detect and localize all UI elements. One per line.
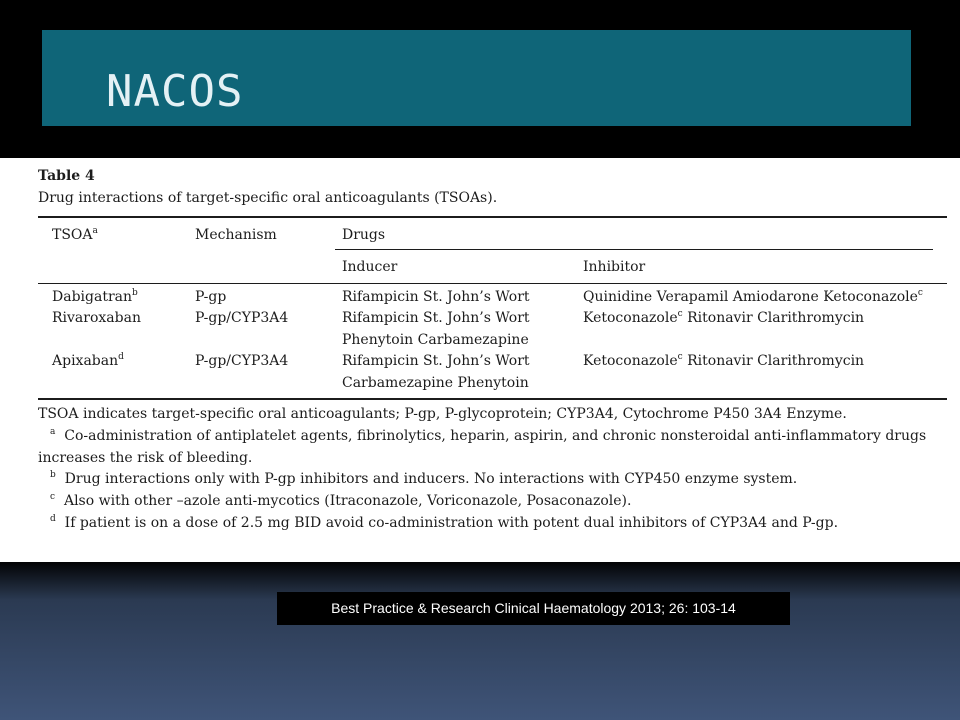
row-apixaban-tsoa: Apixaban$^d$ — [52, 352, 124, 369]
header-drugs: Drugs — [342, 227, 386, 243]
footnote-a-continued: increases the risk of bleeding. — [38, 450, 253, 466]
header-inducer: Inducer — [342, 259, 398, 275]
citation-box: Best Practice & Research Clinical Haematology 2013; 26: 103-14 — [277, 592, 790, 625]
row-rivaroxaban-inhibitor: Ketoconazole$^c$ Ritonavir Clarithromycin — [583, 309, 865, 326]
row-rivaroxaban-mechanism: P-gp/CYP3A4 — [195, 310, 289, 326]
row-dabigatran-tsoa: Dabigatran$^b$ — [52, 288, 138, 305]
footnote-b: $^b$ Drug interactions only with P-gp inhibitors and inducers. No interactions with CYP450 enzyme system. — [50, 470, 798, 487]
row-apixaban-inducer-2: Carbamezapine Phenytoin — [342, 375, 529, 391]
table-image-panel — [0, 158, 960, 562]
footnote-a: $^a$ Co-administration of antiplatelet agents, fibrinolytics, heparin, aspirin, and chronic nonsteroidal anti-inflammatory drugs — [50, 427, 927, 444]
footnote-c: $^c$ Also with other –azole anti-mycotics (Itraconazole, Voriconazole, Posaconazole). — [50, 492, 632, 509]
table-bottom-rule — [38, 398, 947, 400]
row-dabigatran-inhibitor: Quinidine Verapamil Amiodarone Ketoconazole$^c$ — [583, 288, 923, 305]
row-apixaban-inhibitor: Ketoconazole$^c$ Ritonavir Clarithromycin — [583, 352, 865, 369]
row-rivaroxaban-tsoa: Rivaroxaban — [52, 310, 141, 326]
row-rivaroxaban-inducer-1: Rifampicin St. John’s Wort — [342, 310, 530, 326]
drugs-subrule — [335, 249, 933, 250]
header-bottom-rule — [38, 283, 947, 284]
header-tsoa: TSOA$^a$ — [52, 226, 98, 243]
footnote-d: $^d$ If patient is on a dose of 2.5 mg BID avoid co-administration with potent dual inhibitors of CYP3A4 and P-gp. — [50, 514, 839, 531]
footnote-intro: TSOA indicates target-specific oral anticoagulants; P-gp, P-glycoprotein; CYP3A4, Cytochrome P450 3A4 Enzyme. — [38, 406, 847, 422]
header-mechanism: Mechanism — [195, 227, 277, 243]
row-dabigatran-inducer: Rifampicin St. John’s Wort — [342, 289, 530, 305]
row-rivaroxaban-inducer-2: Phenytoin Carbamezapine — [342, 332, 529, 348]
table-label: Table 4 — [38, 168, 95, 184]
table-top-rule — [38, 216, 947, 218]
slide-title: NACOS — [106, 66, 244, 117]
row-apixaban-inducer-1: Rifampicin St. John’s Wort — [342, 353, 530, 369]
row-dabigatran-mechanism: P-gp — [195, 289, 227, 305]
header-inhibitor: Inhibitor — [583, 259, 646, 275]
title-banner — [42, 30, 911, 126]
table-caption: Drug interactions of target-specific oral anticoagulants (TSOAs). — [38, 190, 498, 206]
row-apixaban-mechanism: P-gp/CYP3A4 — [195, 353, 289, 369]
